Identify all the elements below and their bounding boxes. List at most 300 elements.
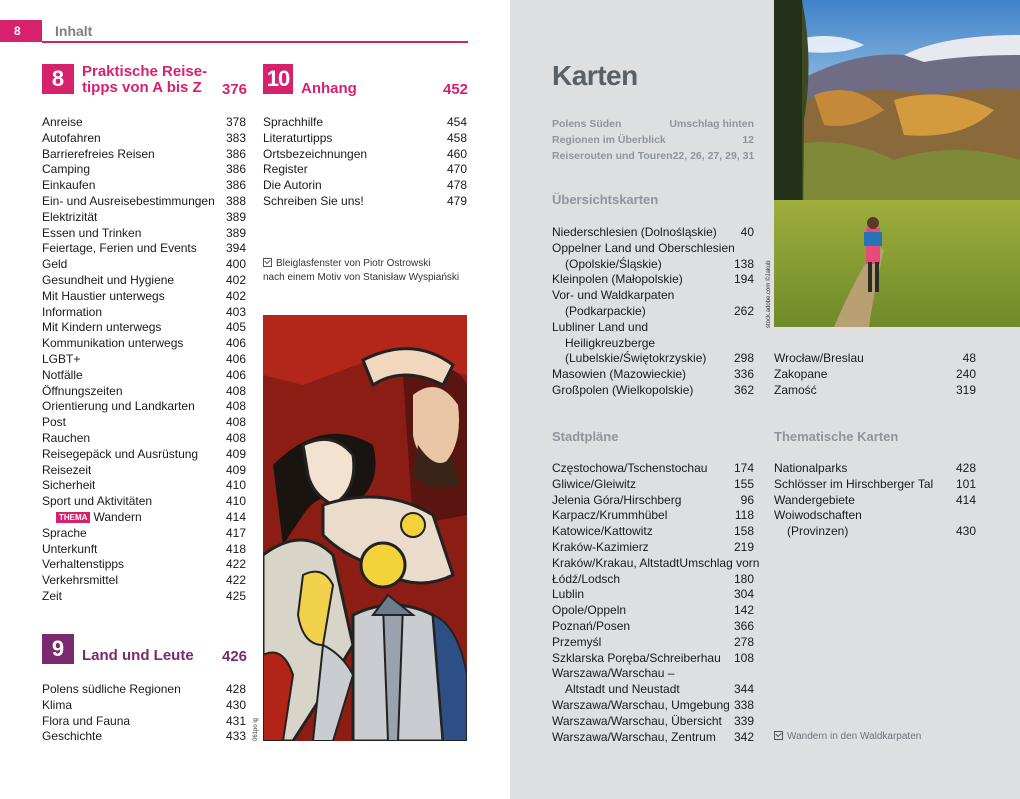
- toc-entry-text: Orientierung und Landkarten: [42, 399, 195, 414]
- toc-entry-title: [552, 132, 666, 148]
- toc-entry-page: 428: [225, 682, 246, 696]
- page-number: 8: [0, 20, 42, 42]
- toc-entry-title: [42, 273, 174, 289]
- chapter-8-title-line2: tipps von A bis Z: [82, 79, 202, 96]
- toc-entry-text: Zeit: [42, 588, 63, 603]
- toc-entry-text: Polens südliche Regionen: [42, 682, 181, 696]
- header-rule: [42, 41, 468, 43]
- toc-entry-page: 108: [733, 650, 754, 665]
- city-map-row[interactable]: [552, 635, 754, 651]
- toc-entry-title: [263, 194, 364, 210]
- toc-entry-page: 406: [225, 351, 246, 366]
- right-photo-credit: stock.adobe.com ©Jakub: [766, 260, 772, 328]
- toc-entry-page: 430: [955, 524, 976, 539]
- toc-entry-text: Unterkunft: [42, 541, 98, 556]
- city-map-row[interactable]: [552, 493, 754, 509]
- map-row[interactable]: [552, 241, 754, 257]
- toc-entry-title: [552, 524, 653, 540]
- toc-entry-text: Jelenia Góra/Hirschberg: [552, 492, 682, 507]
- map-row[interactable]: [552, 367, 754, 383]
- meadow-caption-text: Wandern in den Waldkarpaten: [787, 731, 922, 742]
- toc-row[interactable]: [42, 510, 246, 526]
- toc-entry-title: [42, 399, 195, 415]
- map-row[interactable]: [774, 367, 976, 383]
- toc-entry-page: 414: [955, 492, 976, 507]
- toc-entry-text: Reisezeit: [42, 462, 92, 477]
- toc-entry-title: [552, 666, 674, 682]
- toc-entry-text: Gesundheit und Hygiene: [42, 272, 175, 287]
- toc-entry-text: Literaturtipps: [263, 130, 333, 145]
- city-map-row[interactable]: [552, 540, 754, 556]
- toc-entry-title: [552, 572, 620, 588]
- chapter-9-heading[interactable]: [42, 634, 194, 664]
- toc-entry-text: Autofahren: [42, 130, 101, 145]
- toc-entry-title: [552, 682, 680, 698]
- chapter-9-number: 9: [42, 634, 74, 664]
- toc-entry-page: 298: [733, 351, 754, 366]
- stadtplaene-list: [552, 461, 760, 745]
- toc-entry-page: 409: [225, 462, 246, 477]
- toc-entry-text: Gliwice/Gleiwitz: [552, 476, 637, 491]
- map-row[interactable]: [552, 320, 754, 336]
- map-row[interactable]: [774, 351, 976, 367]
- map-row[interactable]: [552, 257, 754, 273]
- toc-entry-page: 155: [733, 476, 754, 491]
- thematic-map-row[interactable]: [774, 508, 976, 524]
- city-map-row[interactable]: [552, 619, 754, 635]
- toc-entry-title: [552, 651, 721, 667]
- toc-entry-title: [552, 288, 674, 304]
- thema-badge: THEMA: [56, 512, 90, 523]
- toc-row[interactable]: [42, 589, 246, 605]
- toc-entry-text: Sport und Aktivitäten: [42, 494, 153, 509]
- toc-entry-page: 478: [446, 178, 467, 193]
- map-row[interactable]: [552, 383, 754, 399]
- chapter-10-toc: [263, 115, 467, 210]
- toc-entry-title: [774, 493, 855, 509]
- chapter-8-number: 8: [42, 64, 74, 94]
- toc-entry-title: [552, 730, 716, 746]
- city-map-row[interactable]: [552, 587, 754, 603]
- toc-entry-page: 338: [733, 697, 754, 712]
- toc-row[interactable]: [42, 415, 246, 431]
- toc-entry-page: 458: [446, 130, 467, 145]
- toc-row[interactable]: [263, 162, 467, 178]
- toc-entry-text: Kommunikation unterwegs: [42, 336, 184, 351]
- toc-entry-title: [552, 148, 673, 164]
- toc-entry-text: Die Autorin: [263, 178, 322, 193]
- toc-entry-title: [774, 351, 864, 367]
- toc-entry-text: Feiertage, Ferien und Events: [42, 241, 197, 256]
- toc-entry-page: 406: [225, 336, 246, 351]
- toc-row[interactable]: [42, 494, 246, 510]
- toc-entry-page: 428: [955, 461, 976, 475]
- toc-entry-text: Ein- und Ausreisebestimmungen: [42, 193, 215, 208]
- caption-arrow-icon: [774, 731, 783, 740]
- toc-entry-text: Zamość: [774, 382, 817, 397]
- toc-row[interactable]: [42, 447, 246, 463]
- toc-entry-title: [552, 225, 717, 241]
- chapter-10-heading[interactable]: [263, 64, 357, 97]
- toc-entry-text: Schreiben Sie uns!: [263, 193, 364, 208]
- toc-entry-text: Schlösser im Hirschberger Tal: [774, 476, 934, 491]
- toc-entry-page: 408: [225, 383, 246, 398]
- chapter-8-title-line1: Praktische Reise-: [82, 63, 208, 80]
- toc-entry-page: 304: [733, 587, 754, 602]
- toc-entry-text: Geld: [42, 257, 68, 272]
- toc-entry-title: [552, 587, 584, 603]
- toc-entry-title: [42, 305, 102, 321]
- toc-entry-page: 408: [225, 415, 246, 430]
- toc-entry-page: 403: [225, 304, 246, 319]
- toc-entry-text: Warszawa/Warschau, Übersicht: [552, 713, 722, 728]
- city-map-row[interactable]: [552, 508, 754, 524]
- toc-entry-title: [552, 320, 648, 336]
- toc-entry-title: [552, 556, 679, 572]
- city-map-row[interactable]: [552, 698, 754, 714]
- toc-entry-title: [42, 698, 72, 714]
- toc-entry-title: [42, 714, 130, 730]
- toc-entry-title: [552, 493, 681, 509]
- toc-row[interactable]: [42, 131, 246, 147]
- caption-line1: Bleiglasfenster von Piotr Ostrowski: [276, 258, 431, 269]
- toc-entry-page: 386: [225, 146, 246, 161]
- toc-entry-page: 470: [446, 162, 467, 177]
- toc-row[interactable]: [42, 241, 246, 257]
- map-row[interactable]: [552, 288, 754, 304]
- toc-entry-page: 460: [446, 146, 467, 161]
- toc-row[interactable]: [42, 573, 246, 589]
- toc-entry-title: [552, 461, 707, 477]
- toc-row[interactable]: [42, 384, 246, 400]
- toc-entry-title: [42, 320, 161, 336]
- stained-glass-illustration: [263, 315, 467, 741]
- toc-entry-title: [552, 257, 662, 273]
- toc-entry-page: 362: [733, 382, 754, 397]
- chapter-8-toc: [42, 115, 246, 605]
- toc-entry-page: 386: [225, 162, 246, 177]
- city-map-row[interactable]: [552, 555, 760, 572]
- toc-entry-page: 40: [740, 225, 754, 239]
- toc-row[interactable]: [42, 698, 246, 714]
- running-title: Inhalt: [55, 23, 93, 39]
- toc-entry-page: 410: [225, 478, 246, 493]
- toc-entry-title: [42, 557, 124, 573]
- toc-entry-text: Polens Süden: [552, 118, 622, 130]
- toc-entry-title: [42, 447, 198, 463]
- toc-entry-page: 366: [733, 618, 754, 633]
- toc-entry-title: [263, 147, 367, 163]
- toc-row[interactable]: [42, 289, 246, 305]
- overview-row[interactable]: [552, 116, 754, 132]
- toc-entry-page: 389: [225, 225, 246, 240]
- toc-row[interactable]: [42, 273, 246, 289]
- toc-entry-text: Flora und Fauna: [42, 713, 131, 728]
- map-row[interactable]: [552, 304, 754, 320]
- toc-row[interactable]: [42, 336, 246, 352]
- toc-entry-title: [42, 241, 197, 257]
- caption-arrow-icon: [263, 258, 272, 267]
- city-map-row[interactable]: [552, 603, 754, 619]
- toc-entry-title: [774, 524, 848, 540]
- toc-entry-page: 425: [225, 588, 246, 603]
- toc-entry-page: 405: [225, 320, 246, 335]
- toc-entry-title: [42, 494, 152, 510]
- toc-entry-page: 12: [742, 134, 754, 146]
- toc-row[interactable]: [42, 162, 246, 178]
- toc-entry-text: (Podkarpackie): [565, 303, 646, 318]
- toc-entry-text: Warszawa/Warschau, Zentrum: [552, 729, 716, 744]
- thematische-karten-heading: Thematische Karten: [774, 429, 899, 444]
- toc-entry-page: 319: [955, 382, 976, 397]
- toc-entry-text: Großpolen (Wielkopolskie): [552, 382, 694, 397]
- map-row[interactable]: [774, 383, 976, 399]
- toc-row[interactable]: [42, 352, 246, 368]
- toc-entry-page: 96: [740, 492, 754, 507]
- toc-entry-title: [774, 508, 862, 524]
- toc-entry-title: [552, 304, 646, 320]
- toc-entry-page: 219: [733, 539, 754, 554]
- toc-entry-page: 378: [225, 115, 246, 129]
- toc-entry-text: Katowice/Kattowitz: [552, 524, 653, 539]
- toc-row[interactable]: [42, 368, 246, 384]
- city-map-row[interactable]: [552, 572, 754, 588]
- toc-entry-text: Karpacz/Krummhübel: [552, 508, 668, 523]
- toc-entry-title: [42, 415, 66, 431]
- chapter-10-title: Anhang: [301, 80, 357, 97]
- toc-entry-title: [774, 367, 827, 383]
- toc-entry-title: [42, 478, 95, 494]
- overview-row[interactable]: [552, 132, 754, 148]
- chapter-10-number: 10: [263, 64, 293, 94]
- right-page: [510, 0, 1020, 799]
- toc-entry-title: [263, 178, 322, 194]
- toc-entry-text: Geschichte: [42, 729, 103, 744]
- map-row[interactable]: [552, 351, 754, 367]
- toc-entry-title: [42, 352, 80, 368]
- toc-entry-text: Öffnungszeiten: [42, 383, 123, 398]
- toc-entry-text: Camping: [42, 162, 91, 177]
- meadow-caption: [774, 730, 921, 744]
- toc-entry-text: Mit Haustier unterwegs: [42, 288, 165, 303]
- toc-row[interactable]: [42, 526, 246, 542]
- toc-row[interactable]: [42, 478, 246, 494]
- toc-entry-title: [552, 367, 686, 383]
- city-map-row[interactable]: [552, 477, 754, 493]
- toc-row[interactable]: [42, 147, 246, 163]
- map-row[interactable]: [552, 225, 754, 241]
- toc-entry-title: [42, 368, 83, 384]
- city-map-row[interactable]: [552, 714, 754, 730]
- toc-entry-title: [42, 336, 183, 352]
- chapter-9-page: 426: [222, 648, 248, 665]
- toc-entry-page: 278: [733, 634, 754, 649]
- toc-entry-title: [552, 540, 649, 556]
- toc-entry-text: Rauchen: [42, 430, 91, 445]
- city-map-row[interactable]: [552, 524, 754, 540]
- toc-entry-page: 48: [962, 351, 976, 365]
- toc-row[interactable]: [263, 147, 467, 163]
- toc-entry-page: 383: [225, 130, 246, 145]
- toc-entry-text: Niederschlesien (Dolnośląskie): [552, 225, 717, 239]
- toc-row[interactable]: [42, 194, 246, 210]
- toc-entry-text: Mit Kindern unterwegs: [42, 320, 162, 335]
- uebersichtskarten-list-right: [774, 351, 976, 398]
- toc-entry-title: [42, 573, 118, 589]
- toc-row[interactable]: [42, 431, 246, 447]
- toc-entry-text: Lubliner Land und: [552, 319, 649, 334]
- toc-entry-page: 386: [225, 178, 246, 193]
- toc-entry-title: [42, 431, 90, 447]
- thematic-map-row[interactable]: [774, 524, 976, 540]
- toc-entry-text: Woiwodschaften: [774, 508, 862, 523]
- toc-entry-text: (Opolskie/Śląskie): [565, 256, 662, 271]
- toc-entry-page: 118: [734, 508, 754, 523]
- toc-entry-title: [552, 351, 706, 367]
- toc-entry-text: Kraków/Krakau, Altstadt: [552, 555, 680, 570]
- thematic-map-row[interactable]: [774, 461, 976, 477]
- city-map-row[interactable]: [552, 461, 754, 477]
- toc-entry-page: 479: [446, 193, 467, 208]
- toc-entry-text: Verhaltenstipps: [42, 557, 125, 572]
- toc-row[interactable]: [42, 320, 246, 336]
- chapter-8-heading[interactable]: [42, 64, 207, 96]
- toc-entry-title: [42, 115, 83, 131]
- toc-entry-page: 409: [225, 446, 246, 461]
- toc-row[interactable]: [42, 210, 246, 226]
- toc-entry-text: Sprache: [42, 525, 87, 540]
- chapter-10-page: 452: [443, 81, 469, 98]
- toc-row[interactable]: [42, 178, 246, 194]
- toc-entry-page: 158: [733, 524, 754, 539]
- toc-row[interactable]: [42, 542, 246, 558]
- toc-entry-text: Wandergebiete: [774, 492, 855, 507]
- meadow-illustration: [774, 0, 1020, 327]
- toc-entry-title: [552, 241, 735, 257]
- toc-entry-page: 408: [225, 399, 246, 414]
- toc-entry-title: [552, 383, 693, 399]
- toc-entry-text: Częstochowa/Tschenstochau: [552, 461, 708, 475]
- toc-row[interactable]: [42, 714, 246, 730]
- map-row[interactable]: [552, 336, 754, 352]
- toc-row[interactable]: [42, 557, 246, 573]
- meadow-photo: [774, 0, 1020, 327]
- toc-entry-title: [42, 210, 97, 226]
- toc-entry-text: LGBT+: [42, 351, 81, 366]
- toc-row[interactable]: [42, 682, 246, 698]
- toc-entry-text: Reiserouten und Touren: [552, 150, 673, 162]
- toc-entry-text: Sicherheit: [42, 478, 96, 493]
- stained-glass-image: [263, 315, 467, 741]
- toc-entry-title: [42, 526, 87, 542]
- toc-entry-text: Lublin: [552, 587, 585, 602]
- stadtplaene-heading: Stadtpläne: [552, 429, 619, 444]
- toc-entry-text: Oppelner Land und Oberschlesien: [552, 240, 735, 255]
- toc-entry-text: Łódź/Lodsch: [552, 571, 621, 586]
- toc-row[interactable]: [42, 115, 246, 131]
- toc-entry-page: 344: [733, 682, 754, 697]
- uebersichtskarten-heading: Übersichtskarten: [552, 192, 659, 207]
- toc-entry-page: 342: [733, 729, 754, 744]
- toc-entry-text: Reisegepäck und Ausrüstung: [42, 446, 199, 461]
- toc-row[interactable]: [42, 257, 246, 273]
- toc-entry-text: Verkehrsmittel: [42, 573, 119, 588]
- toc-entry-title: [42, 589, 62, 605]
- toc-entry-text: Notfälle: [42, 367, 83, 382]
- city-map-row[interactable]: [552, 730, 754, 746]
- toc-entry-text: Information: [42, 304, 103, 319]
- toc-entry-title: [42, 289, 165, 305]
- toc-row[interactable]: [263, 194, 467, 210]
- toc-row[interactable]: [42, 305, 246, 321]
- chapter-8-page: 376: [222, 81, 248, 98]
- thematic-map-row[interactable]: [774, 477, 976, 493]
- toc-entry-text: Kleinpolen (Małopolskie): [552, 272, 683, 287]
- toc-entry-page: 422: [225, 557, 246, 572]
- toc-entry-text: Nationalparks: [774, 461, 848, 475]
- toc-entry-text: Barrierefreies Reisen: [42, 146, 155, 161]
- toc-row[interactable]: [42, 463, 246, 479]
- city-map-row[interactable]: [552, 682, 754, 698]
- toc-entry-title: [774, 383, 817, 399]
- map-row[interactable]: [552, 272, 754, 288]
- toc-entry-page: 431: [225, 713, 246, 728]
- toc-entry-title: [552, 477, 636, 493]
- toc-row[interactable]: [263, 131, 467, 147]
- toc-entry-text: Kraków-Kazimierz: [552, 539, 649, 554]
- stained-glass-caption: [263, 257, 459, 285]
- toc-entry-text: Zakopane: [774, 366, 828, 381]
- toc-row[interactable]: [263, 115, 467, 131]
- toc-entry-title: [42, 162, 90, 178]
- toc-entry-page: 454: [446, 115, 467, 129]
- toc-entry-page: 410: [225, 494, 246, 509]
- thematic-map-row[interactable]: [774, 493, 976, 509]
- toc-entry-text: Post: [42, 415, 67, 430]
- toc-row[interactable]: [42, 399, 246, 415]
- toc-entry-title: [42, 542, 97, 558]
- toc-entry-page: 430: [225, 697, 246, 712]
- city-map-row[interactable]: [552, 666, 754, 682]
- overview-row[interactable]: [552, 148, 754, 164]
- toc-entry-title: [552, 508, 667, 524]
- toc-entry-title: [42, 226, 141, 242]
- toc-entry-page: 414: [225, 509, 246, 524]
- toc-row[interactable]: [263, 178, 467, 194]
- toc-entry-text: Opole/Oppeln: [552, 603, 627, 618]
- toc-entry-page: 240: [955, 366, 976, 381]
- toc-entry-text: Elektrizität: [42, 209, 98, 224]
- toc-entry-text: Anreise: [42, 115, 83, 129]
- toc-entry-title: [263, 115, 323, 131]
- toc-row[interactable]: [42, 226, 246, 242]
- toc-row[interactable]: [42, 729, 246, 745]
- toc-entry-text: Wandern: [93, 509, 142, 524]
- toc-entry-text: Vor- und Waldkarpaten: [552, 288, 675, 303]
- left-photo-credit: 061po ig: [253, 717, 259, 741]
- toc-entry-page: 389: [225, 209, 246, 224]
- toc-entry-page: 336: [733, 367, 754, 382]
- toc-entry-text: Einkaufen: [42, 178, 96, 193]
- city-map-row[interactable]: [552, 651, 754, 667]
- toc-entry-page: 174: [733, 461, 754, 475]
- toc-entry-title: [552, 714, 722, 730]
- toc-entry-text: Klima: [42, 697, 73, 712]
- toc-entry-page: 394: [225, 241, 246, 256]
- toc-entry-title: [552, 698, 730, 714]
- toc-entry-page: Umschlag hinten: [669, 118, 754, 130]
- toc-entry-title: [552, 635, 601, 651]
